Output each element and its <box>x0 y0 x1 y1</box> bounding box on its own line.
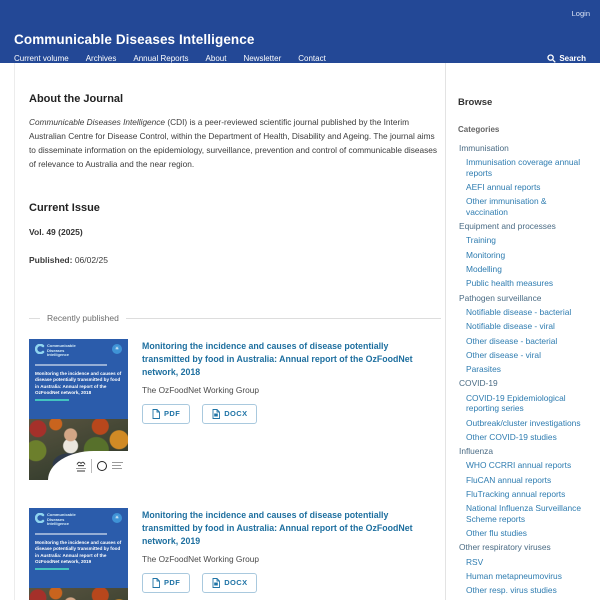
logo-caption-bar <box>77 470 85 472</box>
category-link[interactable]: COVID-19 Epidemiological reporting series <box>466 392 566 414</box>
file-icon <box>152 409 160 419</box>
category-link[interactable]: Human metapneumovirus <box>466 571 562 582</box>
file-icon <box>212 409 220 419</box>
primary-nav <box>0 52 600 63</box>
cover-issn-line <box>35 364 107 366</box>
about-heading: About the Journal <box>29 93 124 105</box>
category-link[interactable]: Other disease - bacterial <box>466 335 558 346</box>
nav-link[interactable]: Archives <box>85 54 117 63</box>
galley-buttons <box>142 573 434 593</box>
article-title-link[interactable]: Monitoring the incidence and causes of disease potentially transmitted by food in Australia: Annual report of the OzFoodNet network, 2019 <box>142 510 413 547</box>
galley-label: PDF <box>164 578 181 588</box>
file-icon <box>152 578 160 588</box>
pdf-button[interactable] <box>142 404 190 424</box>
cdi-logo-icon <box>35 344 45 354</box>
sidebar <box>445 63 600 600</box>
article-item <box>29 339 441 480</box>
category-list <box>458 143 590 600</box>
nav-link[interactable]: Current volume <box>14 54 69 63</box>
about-paragraph <box>29 115 441 171</box>
article-cover-thumbnail[interactable] <box>29 508 128 600</box>
australian-government-logo <box>76 460 86 472</box>
cover-title-text: Monitoring the incidence and causes of disease potentially transmitted by food in Australia: Annual report of the OzFoodNet network, 2019 <box>35 539 122 565</box>
current-issue-section <box>29 202 441 265</box>
category-link[interactable]: Other COVID-19 studies <box>466 431 557 442</box>
search-button[interactable] <box>547 54 586 63</box>
category-link[interactable]: Pathogen surveillance <box>459 292 542 303</box>
article-details <box>142 508 434 600</box>
search-icon <box>547 54 556 63</box>
article-item <box>29 508 441 600</box>
category-link[interactable]: Public health measures <box>466 278 554 289</box>
nav-link[interactable]: Contact <box>298 54 326 63</box>
category-link[interactable]: COVID-19 <box>459 378 498 389</box>
cover-photo <box>29 419 128 480</box>
category-link[interactable]: Monitoring <box>466 249 506 260</box>
current-issue-volume-link[interactable]: Vol. 49 (2025) <box>29 227 83 237</box>
galley-label: PDF <box>164 409 181 419</box>
category-link[interactable]: FluCAN annual reports <box>466 474 552 485</box>
journal-name-italic: Communicable Diseases Intelligence <box>29 117 166 127</box>
cover-logo <box>35 343 76 358</box>
divider-line <box>29 318 40 319</box>
login-link[interactable]: Login <box>571 9 590 18</box>
current-issue-published <box>29 255 441 265</box>
category-link[interactable]: Other immunisation & vaccination <box>466 196 547 217</box>
search-label: Search <box>559 54 586 63</box>
cover-author-line <box>35 399 69 401</box>
category-link[interactable]: National Influenza Surveillance Scheme reports <box>466 503 581 524</box>
category-link[interactable]: Equipment and processes <box>459 221 556 232</box>
galley-buttons <box>142 404 434 424</box>
docx-button[interactable] <box>202 573 257 593</box>
article-details <box>142 339 434 480</box>
docx-button[interactable] <box>202 404 257 424</box>
recently-published-divider <box>29 313 441 323</box>
about-body-text: (CDI) is a peer-reviewed scientific journal published by the Interim Australian Centre for Disease Control, within the Department of Health, Disability and Ageing. The journal aims to disseminate information on the epidemiology, surveillance, prevention and control of communicable diseases of relevance to Australia and the near region. <box>29 117 438 169</box>
nav-link[interactable]: Newsletter <box>243 54 282 63</box>
pdf-button[interactable] <box>142 573 190 593</box>
nav-link[interactable]: Annual Reports <box>133 54 189 63</box>
cover-brand-text: Communicable Diseases Intelligence <box>47 343 76 358</box>
nav-link[interactable]: About <box>205 54 227 63</box>
cover-issn-line <box>35 533 107 535</box>
about-section <box>29 93 441 171</box>
cover-badge-icon: ✳ <box>112 344 122 354</box>
category-link[interactable]: Notifiable disease - viral <box>466 321 555 332</box>
category-link[interactable]: Other disease - viral <box>466 349 541 360</box>
galley-label: DOCX <box>224 578 248 588</box>
main-content <box>14 63 445 600</box>
cover-header <box>29 508 128 527</box>
cover-header <box>29 339 128 358</box>
published-label: Published: <box>29 255 73 265</box>
category-link[interactable]: Immunisation <box>459 143 509 153</box>
cover-badge-icon: ✳ <box>112 513 122 523</box>
header-top-bar <box>0 0 600 21</box>
article-cover-thumbnail[interactable] <box>29 339 128 480</box>
site-title[interactable]: Communicable Diseases Intelligence <box>14 32 255 47</box>
category-link[interactable]: Parasites <box>466 364 501 375</box>
category-link[interactable]: Immunisation coverage annual reports <box>466 157 581 178</box>
divider-line <box>126 318 441 319</box>
category-link[interactable]: Influenza <box>459 446 493 457</box>
nav-links <box>14 54 326 63</box>
cover-brand-text: Communicable Diseases Intelligence <box>47 512 76 527</box>
logo-divider <box>91 459 92 473</box>
article-authors: The OzFoodNet Working Group <box>142 553 259 564</box>
category-link[interactable]: Modelling <box>466 264 502 275</box>
cover-title-text: Monitoring the incidence and causes of disease potentially transmitted by food in Australia: Annual report of the OzFoodNet network, 2018 <box>35 370 122 396</box>
current-issue-heading: Current Issue <box>29 202 100 214</box>
recently-published-label: Recently published <box>47 313 119 323</box>
article-title-link[interactable]: Monitoring the incidence and causes of disease potentially transmitted by food in Australia: Annual report of the OzFoodNet network, 2018 <box>142 341 413 378</box>
category-link[interactable]: FluTracking annual reports <box>466 489 566 500</box>
browse-heading: Browse <box>458 97 493 108</box>
site-header <box>0 0 600 63</box>
publisher-caption <box>112 462 123 470</box>
category-link[interactable]: Other respiratory viruses <box>459 542 551 553</box>
category-link[interactable]: Outbreak/cluster investigations <box>466 417 581 428</box>
categories-label: Categories <box>458 125 500 134</box>
category-link[interactable]: RSV <box>466 556 484 567</box>
cdi-logo-icon <box>35 513 45 523</box>
cover-author-line <box>35 568 69 570</box>
cover-swoosh <box>48 451 128 480</box>
category-link[interactable]: WHO CCRRI annual reports <box>466 460 572 471</box>
category-link[interactable]: Other resp. virus studies <box>466 585 557 596</box>
logo-caption-bar <box>76 468 86 470</box>
page-content <box>14 63 600 600</box>
category-link[interactable]: AEFI annual reports <box>466 182 541 193</box>
category-link[interactable]: Notifiable disease - bacterial <box>466 306 572 317</box>
cover-logo <box>35 512 76 527</box>
galley-label: DOCX <box>224 409 248 419</box>
cover-photo <box>29 588 128 600</box>
category-link[interactable]: Training <box>466 235 496 246</box>
publisher-logo <box>97 461 107 471</box>
category-link[interactable]: Other flu studies <box>466 528 527 539</box>
file-icon <box>212 578 220 588</box>
published-date: 06/02/25 <box>74 255 108 265</box>
article-authors: The OzFoodNet Working Group <box>142 384 259 395</box>
